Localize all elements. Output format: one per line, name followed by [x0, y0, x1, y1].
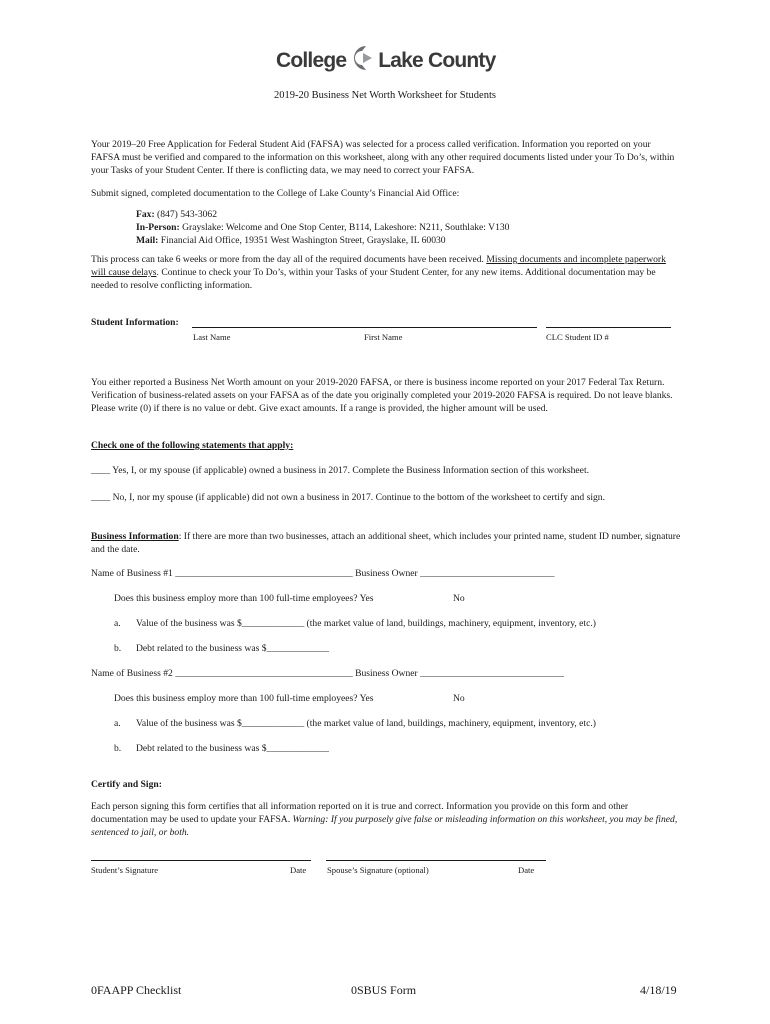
- business2-a-marker: a.: [114, 718, 121, 729]
- process-paragraph: [91, 253, 681, 292]
- page-title: 2019-20 Business Net Worth Worksheet for Students: [274, 90, 496, 101]
- spouse-signature-caption: Spouse’s Signature (optional): [327, 865, 429, 875]
- business1-name-line[interactable]: Name of Business #1 _____________________________________ Business Owner ____________________________: [91, 568, 555, 579]
- option-no[interactable]: ____ No, I, nor my spouse (if applicable) did not own a business in 2017. Continue to the bottom of the worksheet to certify and sign.: [91, 492, 605, 503]
- process-text: This process can take 6 weeks or more from the day all of the required documents have been received.: [91, 254, 487, 265]
- business1-a-marker: a.: [114, 618, 121, 629]
- spouse-signature-line[interactable]: [326, 860, 546, 861]
- business-info-paragraph: [91, 530, 681, 556]
- submit-instruction: Submit signed, completed documentation to the College of Lake County’s Financial Aid Office:: [91, 188, 460, 199]
- footer-left: 0FAAPP Checklist: [91, 983, 182, 997]
- process-text-continued: . Continue to check your To Do’s, within your Tasks of your Student Center, for any new items. Additional documentation may be needed to resolve conflicting information.: [91, 267, 656, 291]
- name-line[interactable]: [192, 327, 537, 328]
- logo-mark-icon: [348, 44, 376, 72]
- footer-right: 4/18/19: [640, 983, 677, 997]
- contact-block: [136, 208, 676, 247]
- student-id-caption: CLC Student ID #: [546, 332, 609, 342]
- logo-left-text: College: [276, 49, 347, 72]
- reported-paragraph: You either reported a Business Net Worth amount on your 2019-2020 FAFSA, or there is business income reported on your 2017 Federal Tax Return. Verification of business-related assets on your FAFSA as of the date you originally completed your 2019-2020 FAFSA is required. Do not leave blanks. Please write (0) if there is no value or debt. Give exact amounts. If a range is provided, the higher amount will be used.: [91, 377, 673, 414]
- fax-number: (847) 543-3062: [154, 209, 218, 220]
- last-name-caption: Last Name: [193, 332, 231, 342]
- certify-paragraph: [91, 800, 681, 839]
- business2-no-option[interactable]: No: [453, 693, 465, 704]
- business2-b-marker: b.: [114, 743, 122, 754]
- student-date-caption: Date: [290, 865, 307, 875]
- business-info-label: Business Information: [91, 531, 179, 542]
- intro-paragraph: Your 2019–20 Free Application for Federal Student Aid (FAFSA) was selected for a process called verification. Information you reported on your FAFSA must be verified and compared to the information on this worksheet, along with any other required documents listed under your To Do’s, within your Tasks of your Student Center. If there is conflicting data, we may need to correct your FAFSA.: [91, 139, 675, 176]
- college-logo: [276, 44, 506, 86]
- footer-center: 0SBUS Form: [351, 983, 417, 997]
- business1-b-marker: b.: [114, 643, 122, 654]
- spouse-date-caption: Date: [518, 865, 535, 875]
- mail-address: Financial Aid Office, 19351 West Washington Street, Grayslake, IL 60030: [158, 235, 446, 246]
- certify-heading: Certify and Sign:: [91, 779, 162, 790]
- student-id-line[interactable]: [546, 327, 671, 328]
- inperson-label: In-Person:: [136, 222, 180, 233]
- business2-name-line[interactable]: Name of Business #2 _____________________________________ Business Owner ______________________________: [91, 668, 565, 679]
- business2-employ-question[interactable]: Does this business employ more than 100 full-time employees? Yes: [114, 693, 374, 704]
- option-yes[interactable]: ____ Yes, I, or my spouse (if applicable) owned a business in 2017. Complete the Business Information section of this worksheet.: [91, 465, 590, 476]
- business1-no-option[interactable]: No: [453, 593, 465, 604]
- business1-debt-field[interactable]: Debt related to the business was $_____________: [136, 643, 329, 654]
- business1-employ-question[interactable]: Does this business employ more than 100 full-time employees? Yes: [114, 593, 374, 604]
- business2-value-field[interactable]: Value of the business was $_____________ (the market value of land, buildings, machinery, equipment, inventory, etc.): [136, 718, 596, 729]
- logo-right-text: Lake County: [378, 49, 496, 72]
- business1-value-field[interactable]: Value of the business was $_____________ (the market value of land, buildings, machinery, equipment, inventory, etc.): [136, 618, 596, 629]
- mail-label: Mail:: [136, 235, 159, 246]
- certify-warning: Warning: If you purposely give false or misleading information on this worksheet, you may be fined, sentenced to jail, or both.: [91, 814, 678, 838]
- certify-text: Each person signing this form certifies that all information reported on it is true and correct. Information you provide on this form and other documentation may be used to update your FAFSA.: [91, 801, 629, 825]
- inperson-locations: Grayslake: Welcome and One Stop Center, B114, Lakeshore: N211, Southlake: V130: [179, 222, 510, 233]
- delay-warning: Missing documents and incomplete paperwork will cause delays: [91, 254, 666, 278]
- fax-label: Fax:: [136, 209, 155, 220]
- check-heading: Check one of the following statements that apply:: [91, 440, 294, 451]
- student-signature-line[interactable]: [91, 860, 311, 861]
- business-info-text: : If there are more than two businesses, attach an additional sheet, which includes your printed name, student ID number, signature and the date.: [91, 531, 681, 555]
- business2-debt-field[interactable]: Debt related to the business was $_____________: [136, 743, 329, 754]
- student-info-label: Student Information:: [91, 317, 179, 328]
- student-signature-caption: Student’s Signature: [91, 865, 159, 875]
- first-name-caption: First Name: [364, 332, 403, 342]
